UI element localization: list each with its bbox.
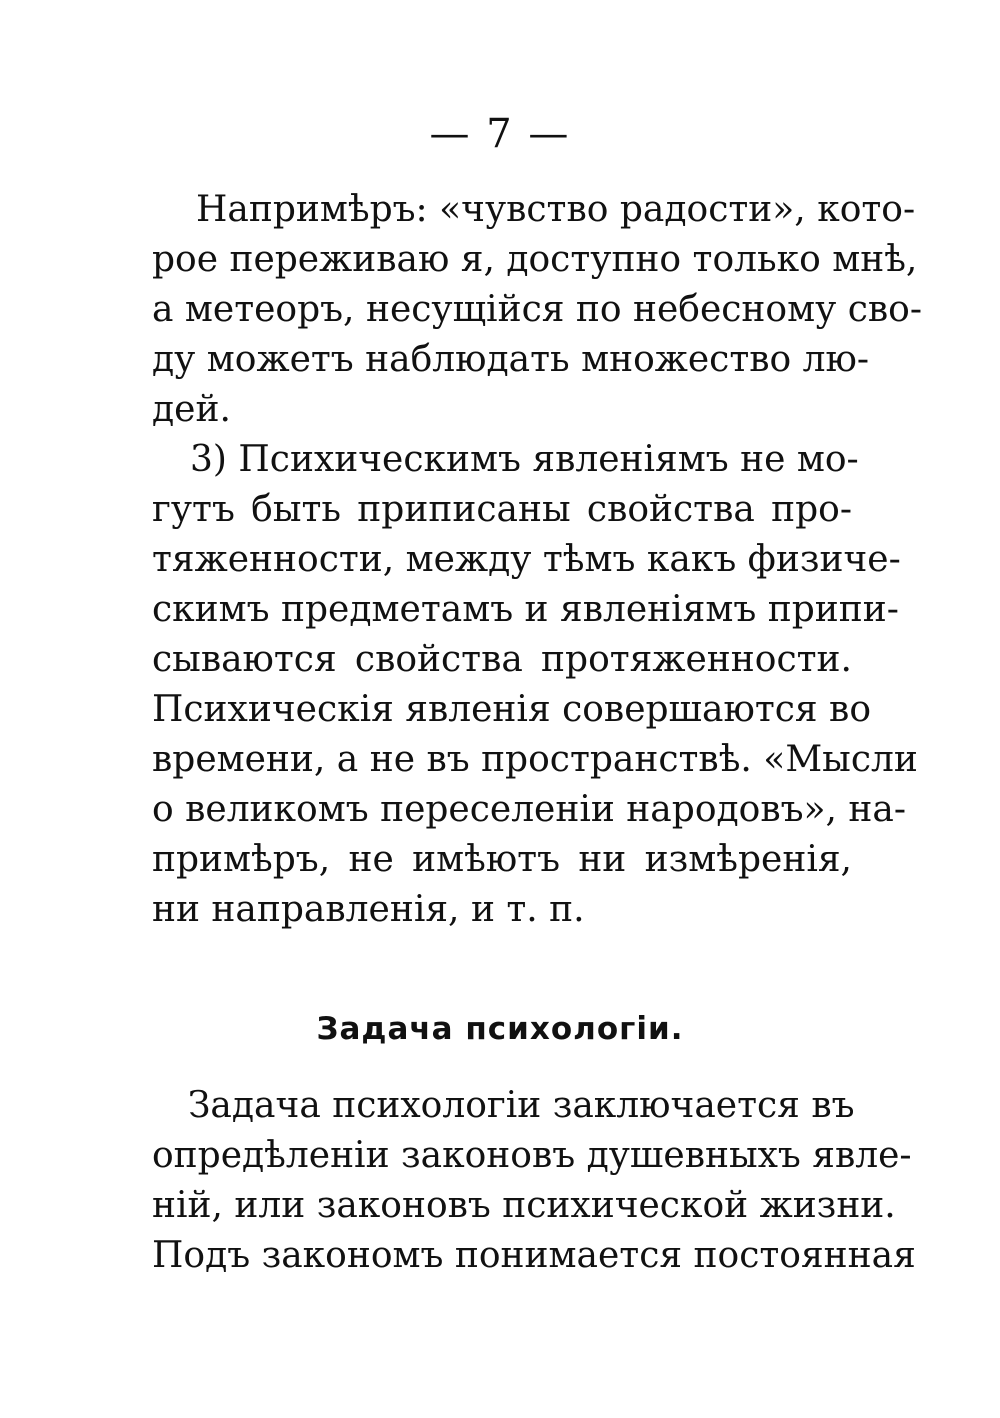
paragraph-line: Напримѣръ: «чувство радости», кото- bbox=[196, 189, 916, 230]
paragraph-line: сываются свойства протяженности. bbox=[152, 639, 852, 680]
paragraph-line: 3) Психическимъ явленіямъ не мо- bbox=[190, 439, 859, 480]
paragraph-line: скимъ предметамъ и явленіямъ припи- bbox=[152, 589, 899, 630]
paragraph-line: опредѣленіи законовъ душевныхъ явле- bbox=[152, 1135, 912, 1176]
paragraph-line: Психическія явленія совершаются во bbox=[152, 689, 871, 730]
paragraph-line: гутъ быть приписаны свойства про- bbox=[152, 489, 852, 530]
paragraph-line: времени, а не въ пространствѣ. «Мысли bbox=[152, 739, 918, 780]
paragraph-line: ни направленія, и т. п. bbox=[152, 889, 585, 930]
section-heading: Задача психологіи. bbox=[316, 1011, 684, 1047]
paragraph-line: рое переживаю я, доступно только мнѣ, bbox=[152, 239, 918, 280]
paragraph-line: о великомъ переселеніи народовъ», на- bbox=[152, 789, 907, 830]
paragraph-line: Задача психологіи заключается въ bbox=[188, 1085, 855, 1126]
paragraph-line: ній, или законовъ психической жизни. bbox=[152, 1185, 896, 1226]
paragraph-line: Подъ закономъ понимается постоянная bbox=[152, 1235, 916, 1276]
paragraph-line: примѣръ, не имѣютъ ни измѣренія, bbox=[152, 839, 852, 880]
page-number: — 7 — bbox=[429, 111, 571, 157]
paragraph-line: тяженности, между тѣмъ какъ физиче- bbox=[152, 539, 901, 580]
paragraph-line: дей. bbox=[152, 389, 231, 430]
paragraph-line: ду можетъ наблюдать множество лю- bbox=[152, 339, 870, 380]
paragraph-line: а метеоръ, несущійся по небесному сво- bbox=[152, 289, 922, 330]
